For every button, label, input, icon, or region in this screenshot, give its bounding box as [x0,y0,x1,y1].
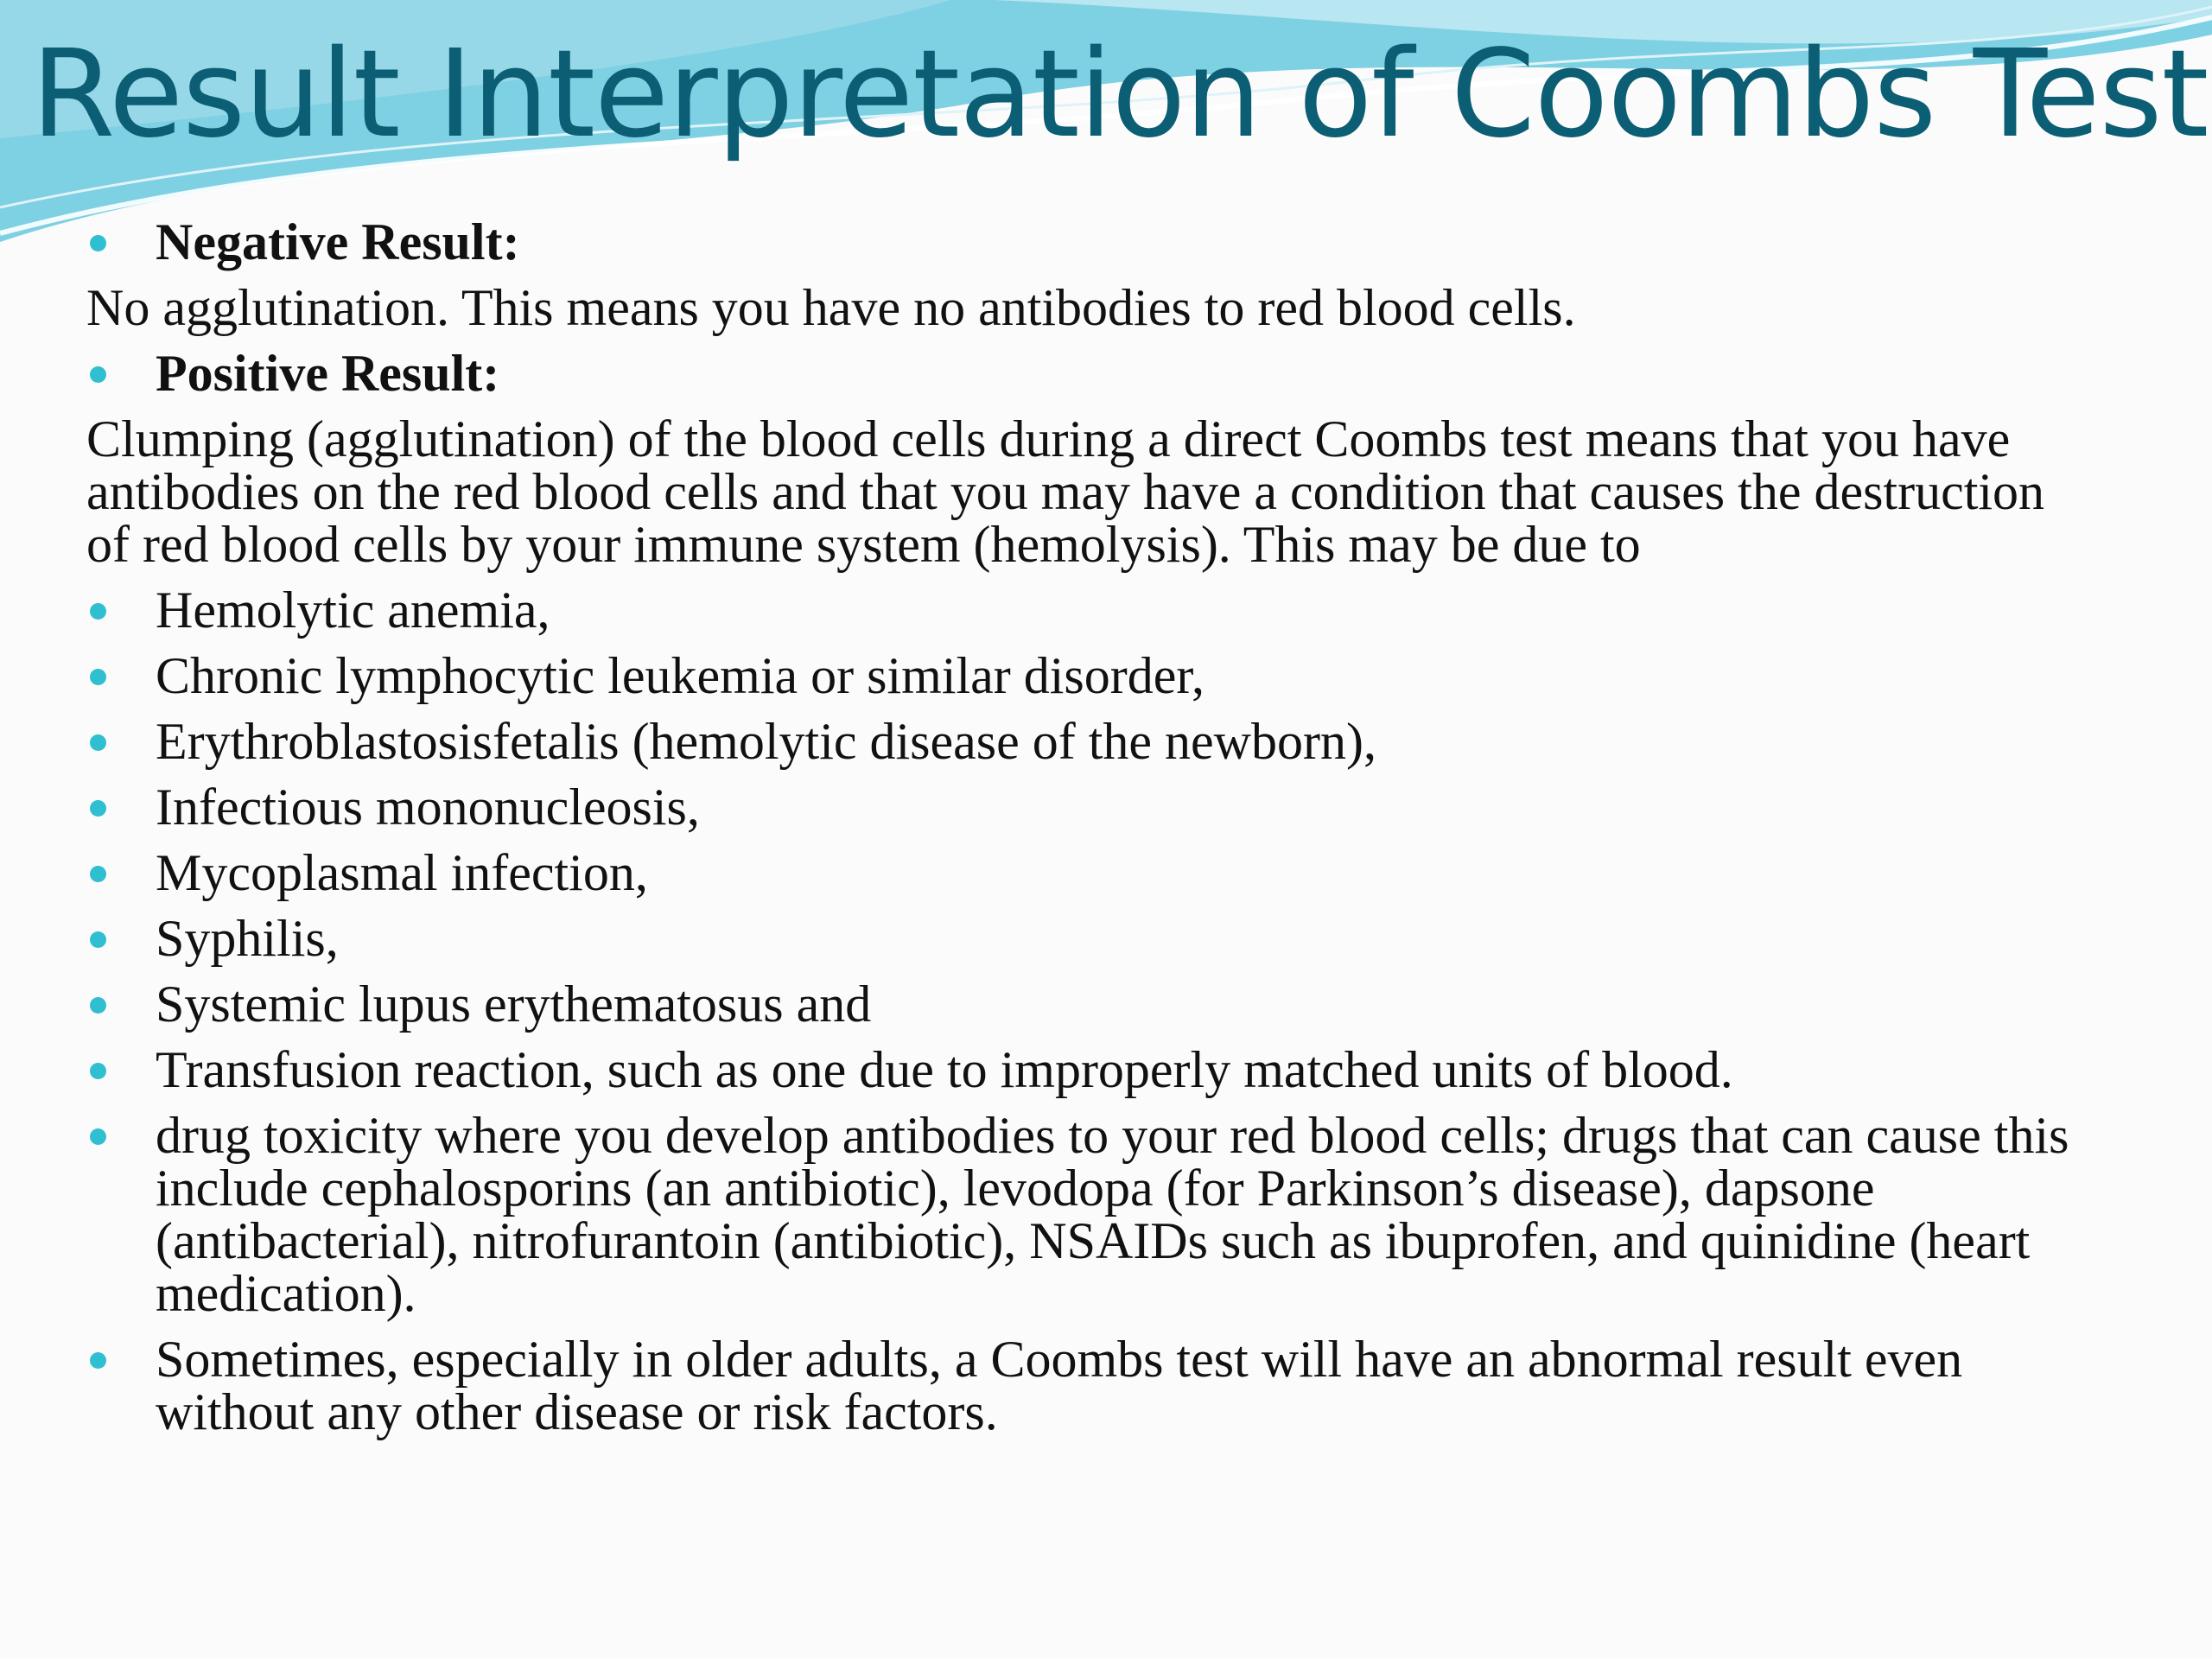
cause-text: Hemolytic anemia, [156,582,550,639]
bullet-icon [90,800,106,817]
cause-text: Infectious mononucleosis, [156,779,700,836]
cause-list-item [86,1041,2091,1098]
cause-list-item [86,584,2091,637]
positive-result-text: Clumping (agglutination) of the blood cells during a direct Coombs test means that you have antibodies on the red blood cells and that you may have a condition that causes the destruction of red blood cells by your immune system (hemolysis). This may be due to [86,410,2045,573]
bullet-icon [90,1063,106,1079]
cause-text: Chronic lymphocytic leukemia or similar disorder, [156,647,1205,704]
cause-text: Transfusion reaction, such as one due to improperly matched units of blood. [156,1041,1733,1098]
positive-result-heading-text: Positive Result: [156,345,500,402]
cause-list-item [86,1333,2091,1439]
bullet-icon [90,866,106,882]
bullet-icon [90,366,106,383]
bullet-icon [90,1352,106,1369]
bullet-icon [90,931,106,948]
bullet-icon [90,1128,106,1145]
bullet-icon [90,669,106,685]
cause-list-item [86,647,2091,704]
positive-result-heading [86,347,2091,400]
cause-list-item [86,844,2091,901]
cause-list-item [86,978,2091,1031]
cause-list-item [86,715,2091,768]
cause-list-item [86,1109,2091,1320]
slide-title: Result Interpretation of Coombs Test [31,24,2209,165]
cause-text: drug toxicity where you develop antibodies to your red blood cells; drugs that can cause this include cephalosporins (an antibiotic), levodopa (for Parkinson’s disease), dapsone (antibacterial), nitrofurantoin (antibiotic), NSAIDs such as ibuprofen, and quinidine (heart medication). [156,1107,2069,1322]
cause-list-item [86,781,2091,834]
bullet-icon [90,997,106,1014]
bullet-icon [90,603,106,620]
bullet-icon [90,734,106,751]
cause-text: Systemic lupus erythematosus and [156,976,872,1033]
negative-result-text: No agglutination. This means you have no antibodies to red blood cells. [86,279,1576,336]
bullet-icon [90,235,106,251]
negative-result-heading [86,213,2091,270]
cause-text: Sometimes, especially in older adults, a Coombs test will have an abnormal result even without any other disease or risk factors. [156,1331,1963,1440]
cause-text: Syphilis, [156,910,339,967]
slide-content [86,213,2091,1452]
negative-result-heading-text: Negative Result: [156,213,520,270]
cause-list-item [86,912,2091,965]
cause-text: Erythroblastosisfetalis (hemolytic disease of the newborn), [156,713,1376,770]
cause-text: Mycoplasmal infection, [156,844,648,901]
